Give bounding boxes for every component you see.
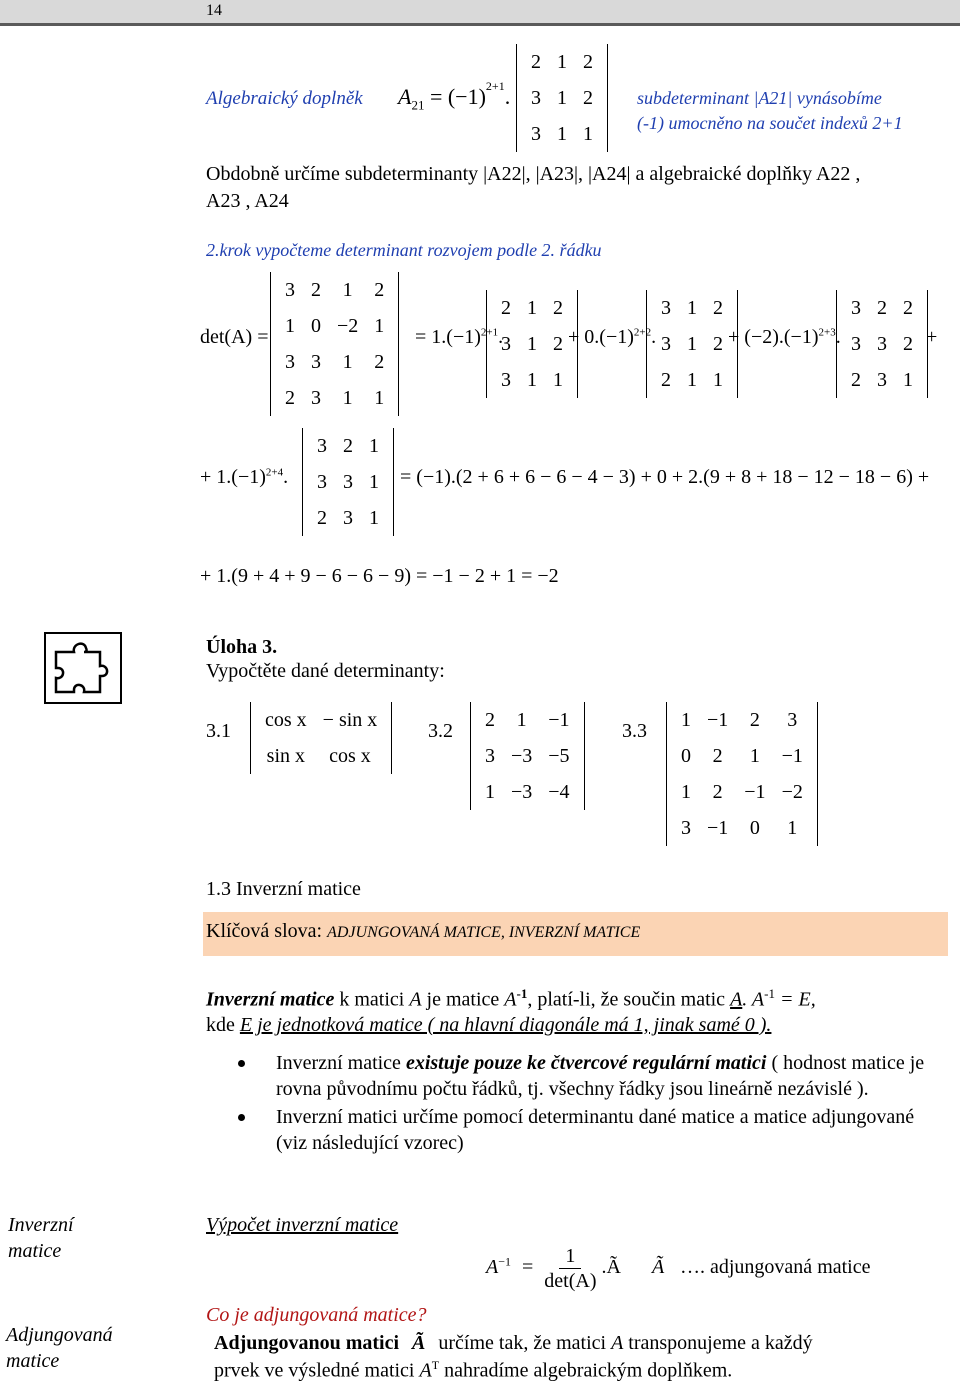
term4-matrix (302, 428, 394, 541)
matrix-cell: 2 (374, 351, 385, 373)
matrix-cell: 3 (485, 745, 495, 767)
matrix-cell: −4 (548, 781, 570, 803)
matrix-cell: 2 (553, 297, 563, 319)
matrix-cell: 1 (583, 123, 593, 145)
matrix-cell: 3 (311, 351, 321, 373)
matrix-cell: 1 (557, 51, 567, 73)
matrix-cell: 3 (311, 387, 321, 409)
step-2-label: 2.krok vypočteme determinant rozvojem podle 2. řádku (206, 240, 602, 260)
matrix-cell: 0 (681, 745, 691, 767)
problem-3-2-matrix (470, 702, 585, 815)
matrix-cell: 1 (527, 369, 537, 391)
matrix-cell: 2 (713, 297, 723, 319)
adjugate-desc: …. adjungovaná matice (680, 1256, 871, 1278)
matrix-cell: 1 (285, 315, 295, 337)
term3-suffix: + (926, 326, 938, 348)
matrix-cell: 1 (903, 369, 913, 391)
matrix-cell: −1 (781, 745, 803, 767)
matrix-cell: 1 (485, 781, 495, 803)
matrix-cell: 2 (712, 781, 723, 803)
matrix-cell: 1 (787, 817, 798, 839)
matrix-cell: 3 (681, 817, 691, 839)
det-label: det(A) = (200, 326, 269, 348)
matrix-cell: 3 (501, 369, 511, 391)
matrix-cell: 2 (531, 51, 541, 73)
cofactor-label: Algebraický doplněk (206, 88, 363, 109)
properties-list (206, 1050, 936, 1158)
cofactor-lhs: $A_{21} = (-1)^{2+1}$. (398, 78, 511, 113)
matrix-cell: 3 (501, 333, 511, 355)
matrix-cell: 1 (369, 507, 379, 529)
matrix-cell: cos x (265, 709, 307, 731)
matrix-cell: 0 (749, 817, 760, 839)
matrix-cell: −1 (707, 817, 729, 839)
matrix-cell: 3 (661, 297, 671, 319)
matrix-cell: 2 (661, 369, 671, 391)
matrix-cell: 2 (712, 745, 723, 767)
matrix-cell: 1 (713, 369, 723, 391)
matrix-cell: −1 (744, 781, 766, 803)
problem-3-1-label: 3.1 (206, 720, 231, 742)
calc-heading: Výpočet inverzní matice (206, 1214, 399, 1236)
matrix-cell: −3 (511, 745, 533, 767)
matrix-cell: 3 (285, 351, 295, 373)
matrix-cell: 1 (557, 87, 567, 109)
matrix-cell: −5 (548, 745, 570, 767)
definition-line-1: Inverzní matice k matici A je matice $A^{-1}$, platí-li, že součin matic A. $A^{-1} = E$, (206, 986, 816, 1011)
matrix-cell: 1 (527, 297, 537, 319)
matrix-cell: 3 (531, 87, 541, 109)
matrix-cell: 2 (903, 333, 913, 355)
matrix-cell: 2 (903, 297, 913, 319)
matrix-cell: 3 (851, 297, 861, 319)
matrix-cell: 1 (342, 279, 353, 301)
matrix-cell: −2 (337, 315, 359, 337)
matrix-cell: 1 (681, 709, 691, 731)
matrix-cell: 3 (877, 333, 887, 355)
matrix-cell: 3 (343, 471, 353, 493)
matrix-cell: sin x (266, 745, 305, 767)
matrix-cell: 1 (687, 297, 697, 319)
matrix-cell: 1 (681, 781, 691, 803)
sidebar-label-inverse: Inverzní matice (8, 1214, 74, 1262)
term1-matrix (486, 290, 578, 403)
matrix-cell: 1 (687, 369, 697, 391)
inverse-formula: $A^{-1}$ = $\frac{1}{\det(A)}$ .Ã (486, 1245, 621, 1292)
matrix-cell: − sin x (322, 709, 378, 731)
list-item: Inverzní matici určíme pomocí determinantu dané matice a matice adjungované (viz následující vzorec) (206, 1104, 936, 1156)
matrix-cell: 3 (661, 333, 671, 355)
matrix-cell: 2 (851, 369, 861, 391)
matrix-cell: 1 (749, 745, 760, 767)
problem-3-2-label: 3.2 (428, 720, 453, 742)
matrix-cell: 1 (553, 369, 563, 391)
matrix-cell: 1 (369, 471, 379, 493)
matrix-cell: 1 (516, 709, 527, 731)
matrix-cell: 1 (557, 123, 567, 145)
term1-prefix: = $1.(-1)^{2+1}$. (415, 326, 504, 348)
matrix-cell: 2 (583, 51, 593, 73)
matrix-cell: 2 (749, 709, 760, 731)
matrix-cell: 2 (485, 709, 495, 731)
matrix-cell: 2 (553, 333, 563, 355)
keywords: Klíčová slova: ADJUNGOVANÁ MATICE, INVERZNÍ MATICE (206, 920, 641, 942)
matrix-cell: 2 (317, 507, 327, 529)
task-title: Úloha 3. (206, 636, 278, 658)
page-header-bar (0, 0, 960, 23)
matrix-cell: 3 (531, 123, 541, 145)
definition-line-2: kde E je jednotková matice ( na hlavní diagonále má 1, jinak samé 0 ). (206, 1014, 772, 1036)
term2-prefix: + $0.(-1)^{2+2}$. (568, 326, 657, 348)
list-item: Inverzní matice existuje pouze ke čtvercové regulární matici ( hodnost matice je rovna původnímu počtu řádků, tj. všechny řádky jsou lineárně nezávislé ). (206, 1050, 936, 1102)
main-determinant (270, 272, 399, 421)
matrix-cell: 3 (343, 507, 353, 529)
term3-matrix (836, 290, 928, 403)
matrix-cell: 2 (501, 297, 511, 319)
section-heading: 1.3 Inverzní matice (206, 878, 361, 900)
sidebar-label-adjugate: Adjungovaná matice (6, 1324, 113, 1372)
matrix-cell: 2 (285, 387, 295, 409)
matrix-cell: 1 (374, 387, 385, 409)
adjugate-question: Co je adjungovaná matice? (206, 1304, 427, 1326)
matrix-cell: 2 (877, 297, 887, 319)
matrix-cell: −1 (548, 709, 570, 731)
term4-result: = (−1).(2 + 6 + 6 − 6 − 4 − 3) + 0 + 2.(9 + 8 + 18 − 12 − 18 − 6) + (400, 466, 930, 488)
term4-prefix: + $1.(-1)^{2+4}$. (200, 466, 289, 488)
matrix-cell: 0 (311, 315, 321, 337)
matrix-cell: 2 (343, 435, 353, 457)
matrix-cell: 3 (877, 369, 887, 391)
cofactor-matrix (516, 44, 608, 157)
adjugate-answer-2: prvek ve výsledné matici $A^T$ nahradíme algebraickým doplňkem. (214, 1358, 733, 1382)
matrix-cell: 2 (713, 333, 723, 355)
adjugate-symbol: Ã (652, 1256, 665, 1278)
term2-matrix (646, 290, 738, 403)
matrix-cell: 3 (851, 333, 861, 355)
matrix-cell: −2 (781, 781, 803, 803)
matrix-cell: −3 (511, 781, 533, 803)
matrix-cell: 2 (374, 279, 385, 301)
matrix-cell: 3 (317, 435, 327, 457)
matrix-cell: 2 (583, 87, 593, 109)
page-number: 14 (206, 2, 222, 19)
task-subtitle: Vypočtěte dané determinanty: (206, 660, 445, 682)
matrix-cell: 3 (787, 709, 798, 731)
header-divider (0, 23, 960, 26)
matrix-cell: 1 (342, 387, 353, 409)
adjugate-answer-1: Adjungovanou matici Ã určíme tak, že matici A transponujeme a každý (214, 1332, 813, 1354)
matrix-cell: 1 (342, 351, 353, 373)
matrix-cell: 1 (374, 315, 385, 337)
matrix-cell: 3 (317, 471, 327, 493)
puzzle-icon (44, 632, 122, 709)
similar-line-2: A23 , A24 (206, 190, 289, 212)
cofactor-note-1: subdeterminant |A21| vynásobíme (637, 88, 882, 108)
matrix-cell: 3 (285, 279, 295, 301)
matrix-cell: −1 (707, 709, 729, 731)
matrix-cell: 1 (527, 333, 537, 355)
term3-prefix: + $(-2).(-1)^{2+3}$. (728, 326, 841, 348)
matrix-cell: 1 (369, 435, 379, 457)
cofactor-note-2: (-1) umocněno na součet indexů 2+1 (637, 113, 903, 133)
problem-3-3-matrix (666, 702, 818, 851)
similar-line-1: Obdobně určíme subdeterminanty |A22|, |A23|, |A24| a algebraické doplňky A22 , (206, 163, 861, 185)
final-result-line: + 1.(9 + 4 + 9 − 6 − 6 − 9) = −1 − 2 + 1 = −2 (200, 565, 559, 587)
matrix-cell: 2 (311, 279, 321, 301)
matrix-cell: cos x (329, 745, 371, 767)
problem-3-1-matrix (250, 702, 392, 779)
matrix-cell: 1 (687, 333, 697, 355)
problem-3-3-label: 3.3 (622, 720, 647, 742)
